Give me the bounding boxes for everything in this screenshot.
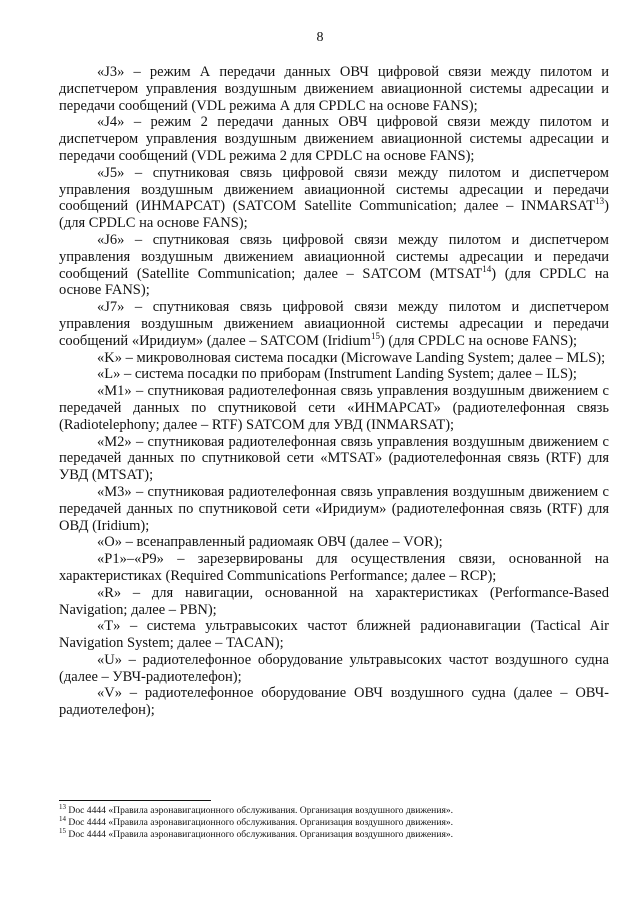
footnote-number: 15 xyxy=(59,826,66,835)
paragraph-m1: «M1» – спутниковая радиотелефонная связь управления воздушным движением с передачей данных по спутниковой сети «ИНМАРСАТ» (радиотелефонная связь (Radiotelephony; далее – RTF) SATCOM для УВД (INMARSAT); xyxy=(59,383,609,433)
paragraph-j3: «J3» – режим А передачи данных ОВЧ цифровой связи между пилотом и диспетчером управления воздушным движением авиационной системы адресации и передачи сообщений (VDL режима А для CPDLC на основе FANS); xyxy=(59,64,609,114)
paragraph-v: «V» – радиотелефонное оборудование ОВЧ воздушного судна (далее – ОВЧ-радиотелефон); xyxy=(59,685,609,719)
paragraph-r: «R» – для навигации, основанной на характеристиках (Performance-Based Navigation; далее – PBN); xyxy=(59,584,609,618)
footnote-13 xyxy=(59,802,609,817)
paragraph-m3: «M3» – спутниковая радиотелефонная связь управления воздушным движением с передачей данных по спутниковой сети «Иридиум» (радиотелефонная связь (RTF) для ОВД (Iridium); xyxy=(59,483,609,534)
paragraph-o: «O» – всенаправленный радиомаяк ОВЧ (далее – VOR); xyxy=(97,534,443,551)
footnote-15 xyxy=(59,826,609,841)
page-number: 8 xyxy=(316,30,324,45)
paragraph-u: «U» – радиотелефонное оборудование ультравысоких частот воздушного судна (далее – УВЧ-радиотелефон); xyxy=(59,651,609,685)
paragraph-j5 xyxy=(59,165,609,232)
footnote-ref: 15 xyxy=(370,330,380,341)
paragraph-text: «J6» – спутниковая связь цифровой связи между пилотом и диспетчером управления воздушным движением авиационной системы адресации и передачи сообщений (Satellite Communication; далее – SATCOM (MTSAT xyxy=(59,231,609,282)
footnotes xyxy=(59,800,609,841)
paragraph-text: ) (для CPDLC на основе FANS); xyxy=(59,198,609,232)
footnote-text: Doc 4444 «Правила аэронавигационного обслуживания. Организация воздушного движения». xyxy=(68,829,454,840)
footnote-ref: 14 xyxy=(482,263,492,274)
paragraph-t: «T» – система ультравысоких частот ближней радионавигации (Tactical Air Navigation System; далее – TACAN); xyxy=(59,618,609,652)
paragraph-p1-p9: «P1»–«P9» – зарезервированы для осуществления связи, основанной на характеристиках (Required Communications Performance; далее – RCP); xyxy=(59,551,609,584)
footnote-number: 14 xyxy=(59,814,66,823)
paragraph-text: «J5» – спутниковая связь цифровой связи между пилотом и диспетчером управления воздушным движением авиационной системы адресации и передачи сообщений (ИНМАРСАТ) (SATCOM Satellite Communication; далее – INMARSAT xyxy=(59,164,609,215)
paragraph-l: «L» – система посадки по приборам (Instrument Landing System; далее – ILS); xyxy=(97,366,577,383)
body-text xyxy=(59,64,609,719)
paragraph-j4: «J4» – режим 2 передачи данных ОВЧ цифровой связи между пилотом и диспетчером управления воздушным движением авиационной системы адресации и передачи сообщений (VDL режима 2 для CPDLC на основе FANS); xyxy=(59,114,609,164)
paragraph-j6 xyxy=(59,232,609,299)
paragraph-text: ) (для CPDLC на основе FANS); xyxy=(59,265,609,299)
footnote-text: Doc 4444 «Правила аэронавигационного обслуживания. Организация воздушного движения». xyxy=(68,805,454,816)
footnote-text: Doc 4444 «Правила аэронавигационного обслуживания. Организация воздушного движения». xyxy=(68,817,454,828)
paragraph-j7 xyxy=(59,299,609,349)
paragraph-k: «K» – микроволновая система посадки (Microwave Landing System; далее – MLS); xyxy=(97,349,606,366)
footnote-14 xyxy=(59,814,609,829)
footnote-separator xyxy=(59,800,211,801)
paragraph-text: «J7» – спутниковая связь цифровой связи между пилотом и диспетчером управления воздушным движением авиационной системы адресации и передачи сообщений «Иридиум» (далее – SATCOM (Iridium xyxy=(59,299,609,349)
footnote-ref: 13 xyxy=(595,196,605,207)
footnote-number: 13 xyxy=(59,802,66,811)
paragraph-m2: «M2» – спутниковая радиотелефонная связь управления воздушным движением с передачей данных по спутниковой сети «MTSAT» (радиотелефонная связь (RTF) для УВД (MTSAT); xyxy=(59,433,609,484)
paragraph-text: ) (для CPDLC на основе FANS); xyxy=(379,332,578,349)
